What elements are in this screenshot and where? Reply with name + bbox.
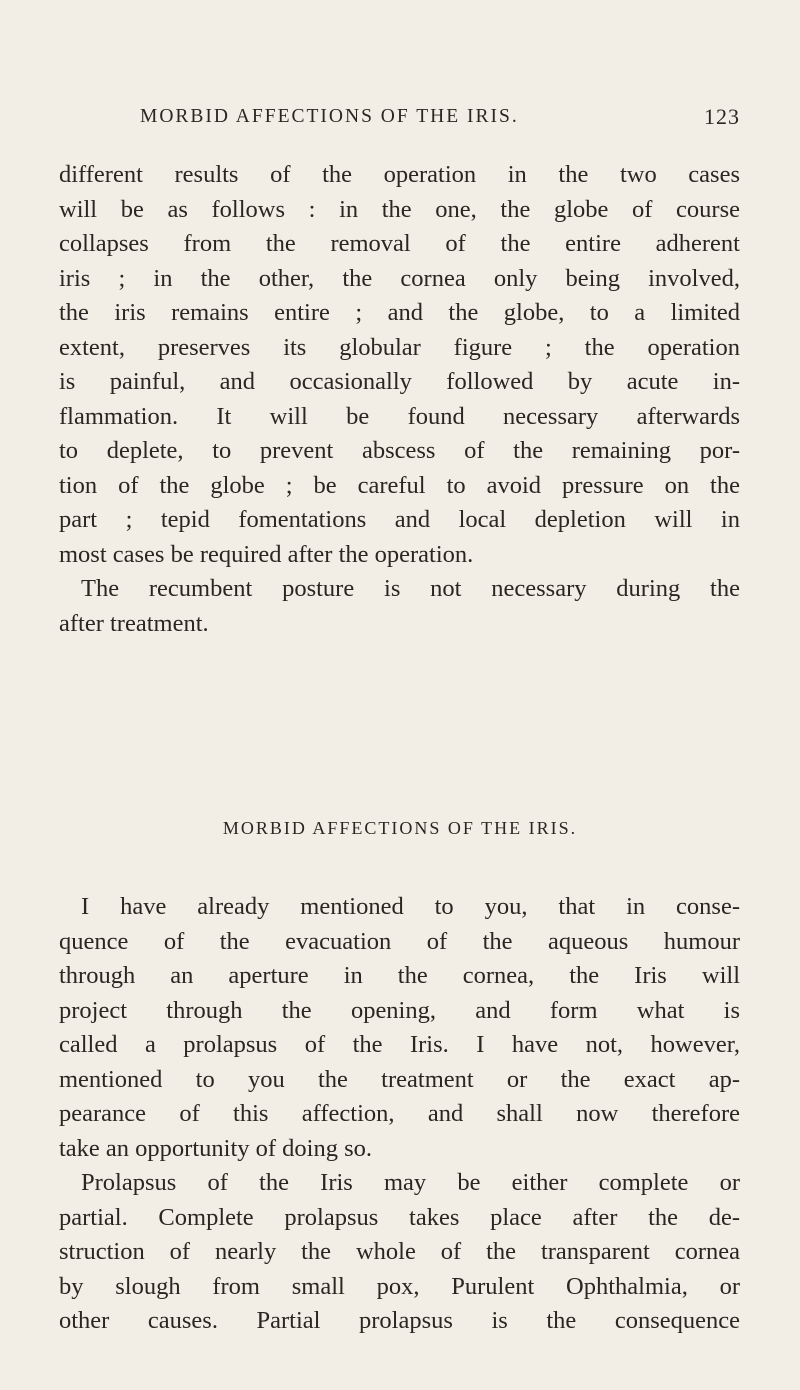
- text-line: flammation. It will be found necessary afterwards: [59, 402, 740, 430]
- text-line: iris ; in the other, the cornea only being involved,: [59, 264, 740, 292]
- text-line: struction of nearly the whole of the transparent cornea: [59, 1238, 740, 1265]
- text-line: pearance of this affection, and shall now therefore: [59, 1100, 740, 1127]
- text-line: other causes. Partial prolapsus is the consequence: [59, 1307, 740, 1334]
- text-line: is painful, and occasionally followed by acute in-: [59, 368, 740, 395]
- text-line: tion of the globe ; be careful to avoid pressure on the: [59, 471, 740, 499]
- text-line: project through the opening, and form what is: [59, 996, 740, 1024]
- text-line: called a prolapsus of the Iris. I have not, however,: [59, 1031, 740, 1058]
- text-line: by slough from small pox, Purulent Ophthalmia, or: [59, 1272, 740, 1300]
- text-line: I have already mentioned to you, that in conse-: [81, 893, 740, 920]
- text-line: most cases be required after the operation.: [59, 540, 474, 568]
- text-line: mentioned to you the treatment or the exact ap-: [59, 1065, 740, 1093]
- text-line: Prolapsus of the Iris may be either complete or: [81, 1169, 740, 1196]
- running-head: [140, 106, 740, 140]
- text-line: extent, preserves its globular figure ; the operation: [59, 333, 740, 361]
- text-line: after treatment.: [59, 609, 209, 637]
- text-line: collapses from the removal of the entire adherent: [59, 230, 740, 257]
- text-line: quence of the evacuation of the aqueous humour: [59, 927, 740, 955]
- section-heading: MORBID AFFECTIONS OF THE IRIS.: [222, 818, 578, 838]
- text-line: will be as follows : in the one, the globe of course: [59, 195, 740, 223]
- text-line: partial. Complete prolapsus takes place after the de-: [59, 1203, 740, 1231]
- text-line: take an opportunity of doing so.: [59, 1134, 373, 1162]
- text-line: different results of the operation in the two cases: [59, 161, 740, 188]
- running-title: MORBID AFFECTIONS OF THE IRIS.: [140, 106, 519, 127]
- text-line: to deplete, to prevent abscess of the remaining por-: [59, 437, 740, 464]
- page-number: 123: [704, 104, 740, 129]
- text-line: part ; tepid fomentations and local depletion will in: [59, 506, 740, 533]
- text-line: through an aperture in the cornea, the Iris will: [59, 962, 740, 989]
- text-line: the iris remains entire ; and the globe, to a limited: [59, 299, 740, 326]
- body-text-bottom: [59, 890, 740, 1339]
- body-text-top: [59, 158, 740, 641]
- text-line: The recumbent posture is not necessary during the: [81, 575, 740, 602]
